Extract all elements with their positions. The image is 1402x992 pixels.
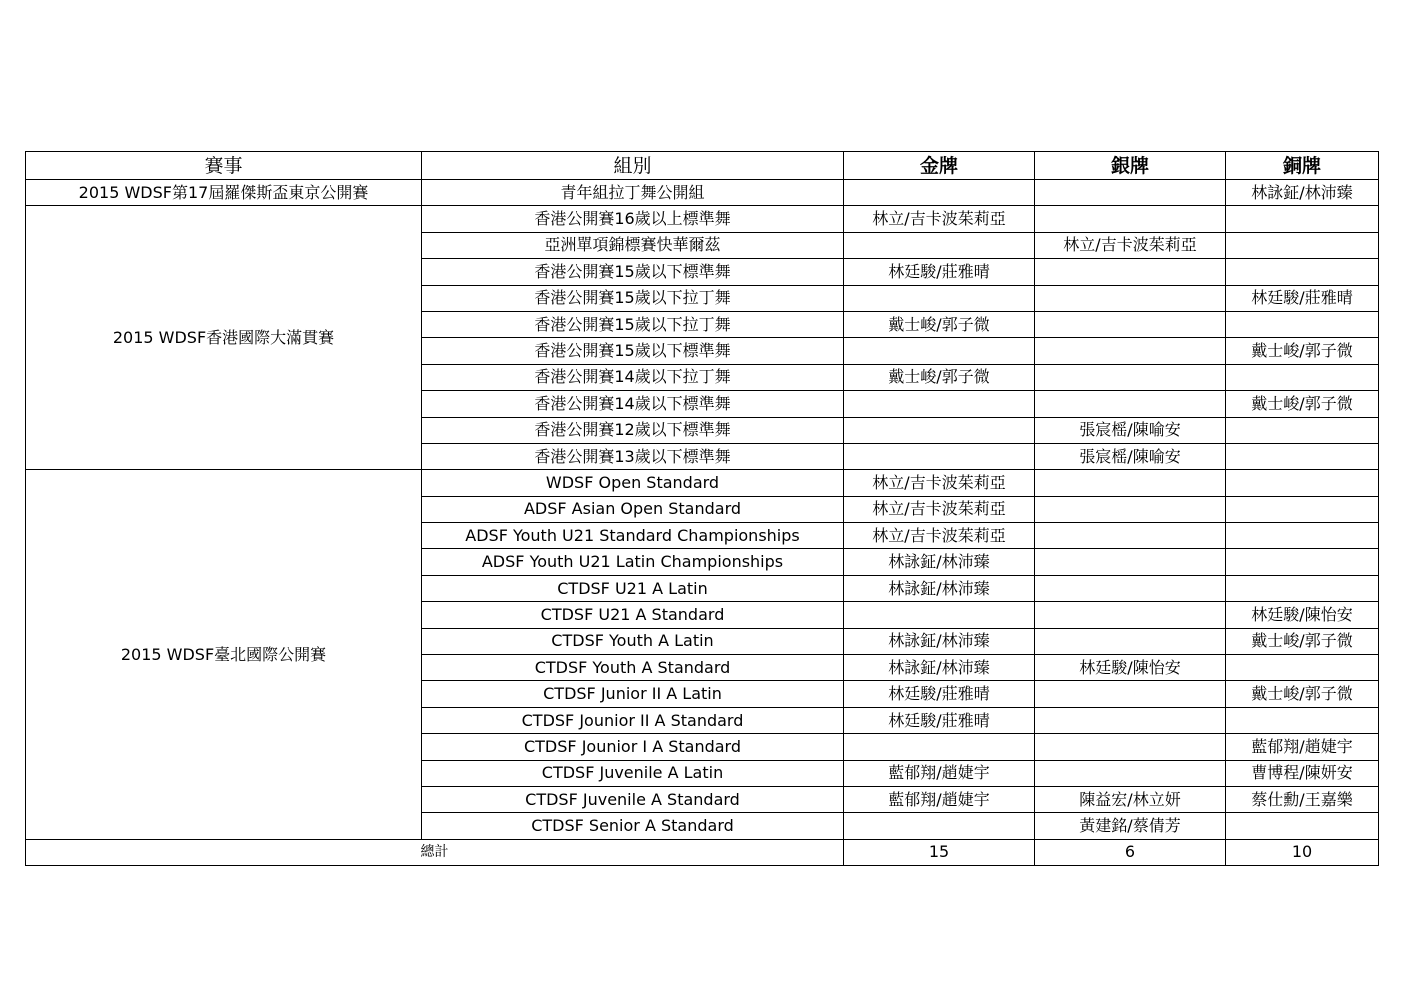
silver-cell [1035,549,1226,575]
gold-cell: 戴士峻/郭子微 [844,364,1035,390]
bronze-cell [1226,655,1379,681]
bronze-cell: 林廷駿/莊雅晴 [1226,285,1379,311]
gold-cell: 藍郁翔/趙婕宇 [844,760,1035,786]
category-cell: 亞洲單項錦標賽快華爾茲 [422,232,844,258]
gold-cell [844,443,1035,469]
silver-cell [1035,523,1226,549]
silver-cell: 張宸榣/陳喻安 [1035,443,1226,469]
gold-cell [844,417,1035,443]
gold-cell: 藍郁翔/趙婕宇 [844,786,1035,812]
gold-cell: 林立/吉卡波茱莉亞 [844,206,1035,232]
bronze-cell [1226,311,1379,337]
gold-cell: 林詠鉦/林沛臻 [844,628,1035,654]
gold-cell: 戴士峻/郭子微 [844,311,1035,337]
silver-cell [1035,760,1226,786]
gold-cell: 林詠鉦/林沛臻 [844,549,1035,575]
silver-cell [1035,734,1226,760]
gold-cell: 林詠鉦/林沛臻 [844,655,1035,681]
event-name-cell: 2015 WDSF香港國際大滿貫賽 [26,206,422,470]
category-cell: 香港公開賽15歲以下拉丁舞 [422,311,844,337]
silver-cell [1035,180,1226,206]
bronze-cell: 蔡仕勳/王嘉樂 [1226,786,1379,812]
bronze-cell [1226,232,1379,258]
silver-cell: 陳益宏/林立妍 [1035,786,1226,812]
silver-cell [1035,496,1226,522]
table-footer [26,839,1379,865]
gold-cell: 林詠鉦/林沛臻 [844,575,1035,601]
silver-cell [1035,338,1226,364]
category-cell: CTDSF U21 A Latin [422,575,844,601]
gold-cell [844,338,1035,364]
table-row [26,206,1379,232]
silver-cell [1035,391,1226,417]
gold-cell: 林廷駿/莊雅晴 [844,681,1035,707]
category-cell: 香港公開賽13歲以下標準舞 [422,443,844,469]
bronze-cell [1226,496,1379,522]
medal-table [25,151,1379,866]
silver-cell [1035,602,1226,628]
silver-cell [1035,206,1226,232]
category-cell: CTDSF Juvenile A Standard [422,786,844,812]
event-header: 賽事 [26,152,422,180]
category-cell: WDSF Open Standard [422,470,844,496]
silver-cell [1035,364,1226,390]
silver-cell: 黃建銘/蔡倩芳 [1035,813,1226,839]
category-cell: 香港公開賽15歲以下標準舞 [422,338,844,364]
bronze-cell: 曹博程/陳妍安 [1226,760,1379,786]
category-cell: 香港公開賽14歲以下標準舞 [422,391,844,417]
bronze-cell [1226,259,1379,285]
bronze-cell [1226,575,1379,601]
bronze-cell [1226,707,1379,733]
gold-header: 金牌 [844,152,1035,180]
table-row [26,470,1379,496]
gold-cell: 林立/吉卡波茱莉亞 [844,496,1035,522]
table-body [26,180,1379,840]
silver-cell: 林立/吉卡波茱莉亞 [1035,232,1226,258]
gold-cell [844,391,1035,417]
gold-cell [844,180,1035,206]
category-cell: 香港公開賽14歲以下拉丁舞 [422,364,844,390]
category-cell: CTDSF Junior II A Latin [422,681,844,707]
gold-cell [844,285,1035,311]
bronze-cell: 戴士峻/郭子微 [1226,628,1379,654]
silver-cell: 林廷駿/陳怡安 [1035,655,1226,681]
silver-cell [1035,259,1226,285]
category-cell: CTDSF Youth A Standard [422,655,844,681]
category-cell: CTDSF Juvenile A Latin [422,760,844,786]
gold-cell: 林立/吉卡波茱莉亞 [844,470,1035,496]
silver-cell [1035,285,1226,311]
gold-cell [844,602,1035,628]
category-cell: ADSF Youth U21 Standard Championships [422,523,844,549]
gold-cell [844,813,1035,839]
gold-cell: 林廷駿/莊雅晴 [844,707,1035,733]
silver-cell [1035,575,1226,601]
silver-total: 6 [1035,839,1226,865]
bronze-cell [1226,813,1379,839]
bronze-cell: 藍郁翔/趙婕宇 [1226,734,1379,760]
bronze-cell: 戴士峻/郭子微 [1226,338,1379,364]
category-cell: 香港公開賽16歲以上標準舞 [422,206,844,232]
totals-row [26,839,1379,865]
silver-cell [1035,681,1226,707]
silver-cell [1035,470,1226,496]
table-header [26,152,1379,180]
table-row [26,180,1379,206]
gold-cell: 林廷駿/莊雅晴 [844,259,1035,285]
category-cell: 香港公開賽15歲以下拉丁舞 [422,285,844,311]
silver-cell: 張宸榣/陳喻安 [1035,417,1226,443]
bronze-header: 銅牌 [1226,152,1379,180]
bronze-cell: 林詠鉦/林沛臻 [1226,180,1379,206]
category-cell: CTDSF U21 A Standard [422,602,844,628]
bronze-total: 10 [1226,839,1379,865]
bronze-cell [1226,364,1379,390]
bronze-cell: 戴士峻/郭子微 [1226,391,1379,417]
category-cell: CTDSF Jounior I A Standard [422,734,844,760]
silver-cell [1035,707,1226,733]
event-name-cell: 2015 WDSF臺北國際公開賽 [26,470,422,839]
gold-cell: 林立/吉卡波茱莉亞 [844,523,1035,549]
silver-cell [1035,311,1226,337]
category-header: 組別 [422,152,844,180]
category-cell: 青年組拉丁舞公開組 [422,180,844,206]
bronze-cell [1226,206,1379,232]
totals-label: 總計 [26,839,844,865]
category-cell: CTDSF Senior A Standard [422,813,844,839]
event-name-cell: 2015 WDSF第17屆羅傑斯盃東京公開賽 [26,180,422,206]
bronze-cell [1226,523,1379,549]
silver-header: 銀牌 [1035,152,1226,180]
gold-cell [844,232,1035,258]
category-cell: ADSF Asian Open Standard [422,496,844,522]
category-cell: 香港公開賽12歲以下標準舞 [422,417,844,443]
gold-total: 15 [844,839,1035,865]
gold-cell [844,734,1035,760]
category-cell: CTDSF Jounior II A Standard [422,707,844,733]
silver-cell [1035,628,1226,654]
bronze-cell [1226,417,1379,443]
category-cell: ADSF Youth U21 Latin Championships [422,549,844,575]
header-row [26,152,1379,180]
bronze-cell [1226,470,1379,496]
category-cell: CTDSF Youth A Latin [422,628,844,654]
bronze-cell [1226,443,1379,469]
bronze-cell: 林廷駿/陳怡安 [1226,602,1379,628]
bronze-cell: 戴士峻/郭子微 [1226,681,1379,707]
category-cell: 香港公開賽15歲以下標準舞 [422,259,844,285]
bronze-cell [1226,549,1379,575]
